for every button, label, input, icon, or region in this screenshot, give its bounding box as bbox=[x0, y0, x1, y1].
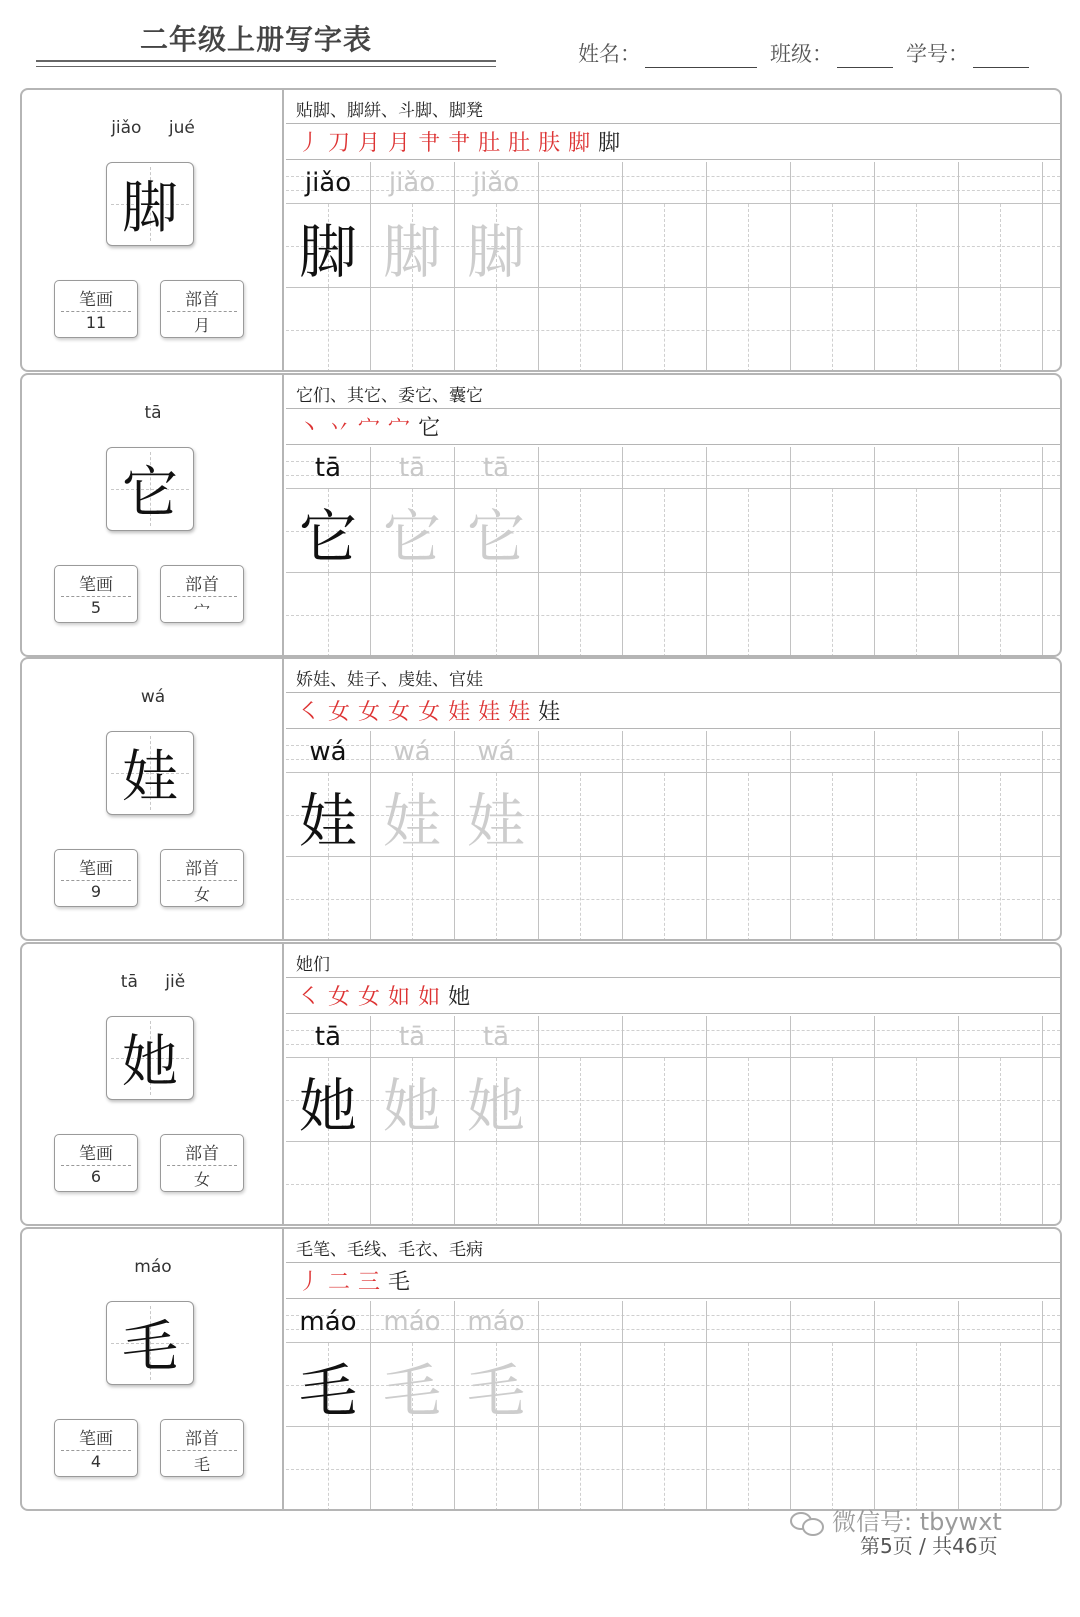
stroke-count-box bbox=[54, 280, 138, 338]
character-trace: 它 bbox=[466, 503, 525, 571]
stroke-order bbox=[286, 1263, 1060, 1299]
character-trace: 她 bbox=[382, 1072, 441, 1140]
pinyin-label: wá bbox=[140, 687, 166, 707]
stroke-count-label: 笔画 bbox=[79, 859, 113, 879]
pinyin-model: tā bbox=[314, 1022, 342, 1052]
stroke-order-step: 肤 bbox=[538, 131, 561, 156]
stroke-order-step: 丷 bbox=[328, 416, 351, 441]
name-label: 姓名： bbox=[578, 42, 641, 66]
character-trace: 毛 bbox=[466, 1357, 525, 1425]
practice-grid[interactable] bbox=[286, 447, 1060, 657]
stroke-order-step: 娃 bbox=[538, 700, 561, 725]
character-trace: 娃 bbox=[466, 787, 525, 855]
character-glyph: 脚 bbox=[122, 176, 178, 241]
stroke-count-value: 4 bbox=[90, 1452, 102, 1471]
stroke-order-step: 它 bbox=[418, 416, 441, 441]
stroke-count-value: 6 bbox=[90, 1167, 102, 1186]
title-underline bbox=[36, 60, 496, 62]
stroke-order-step: 肚 bbox=[508, 131, 531, 156]
wechat-id: 微信号: tbywxt bbox=[832, 1508, 1002, 1536]
pinyin-trace: wá bbox=[393, 737, 431, 767]
stroke-order-step: 丿 bbox=[298, 131, 321, 156]
character-card bbox=[20, 88, 1062, 372]
practice-panel bbox=[286, 944, 1060, 1224]
stroke-order-step: 女 bbox=[358, 985, 381, 1010]
radical-label: 部首 bbox=[185, 1144, 219, 1164]
character-box bbox=[106, 447, 194, 531]
radical-label: 部首 bbox=[185, 1429, 219, 1449]
practice-panel bbox=[286, 90, 1060, 370]
stroke-order-step: 女 bbox=[328, 985, 351, 1010]
character-glyph: 娃 bbox=[122, 745, 178, 810]
pinyin-label: jiǎo jué bbox=[111, 118, 195, 138]
pinyin-trace: jiǎo bbox=[388, 168, 436, 198]
radical-value: 月 bbox=[193, 316, 210, 335]
character-box bbox=[106, 1301, 194, 1385]
student-id-label: 学号： bbox=[906, 42, 969, 66]
class-label: 班级： bbox=[770, 42, 833, 66]
student-id-field[interactable] bbox=[906, 38, 1029, 68]
stroke-order-step: 女 bbox=[328, 700, 351, 725]
radical-box bbox=[160, 280, 244, 338]
stroke-order-step: 丶 bbox=[298, 416, 321, 441]
character-info-panel bbox=[22, 659, 284, 939]
stroke-order-step: 脚 bbox=[568, 131, 591, 156]
pinyin-model: jiǎo bbox=[304, 168, 352, 198]
character-card bbox=[20, 942, 1062, 1226]
example-words: 她们 bbox=[286, 944, 1060, 978]
stroke-order bbox=[286, 409, 1060, 445]
radical-value: 女 bbox=[193, 885, 210, 904]
stroke-count-label: 笔画 bbox=[79, 290, 113, 310]
practice-panel bbox=[286, 1229, 1060, 1509]
name-field[interactable] bbox=[578, 38, 757, 68]
stroke-order-step: 女 bbox=[358, 700, 381, 725]
character-card bbox=[20, 657, 1062, 941]
stroke-count-value: 11 bbox=[85, 313, 107, 332]
character-card bbox=[20, 373, 1062, 657]
pinyin-model: wá bbox=[309, 737, 347, 767]
radical-label: 部首 bbox=[185, 575, 219, 595]
radical-value: 毛 bbox=[193, 1455, 210, 1474]
stroke-order-step: 如 bbox=[418, 985, 441, 1010]
example-words: 贴脚、脚絣、斗脚、脚凳 bbox=[286, 90, 1060, 124]
example-words: 毛笔、毛线、毛衣、毛病 bbox=[286, 1229, 1060, 1263]
stroke-count-label: 笔画 bbox=[79, 1144, 113, 1164]
stroke-order-step: 娃 bbox=[478, 700, 501, 725]
pinyin-model: tā bbox=[314, 453, 342, 483]
pinyin-trace: wá bbox=[477, 737, 515, 767]
practice-grid[interactable] bbox=[286, 731, 1060, 941]
character-trace: 娃 bbox=[382, 787, 441, 855]
stroke-order-step: 女 bbox=[418, 700, 441, 725]
stroke-order-step: 娃 bbox=[508, 700, 531, 725]
stroke-order-step: 如 bbox=[388, 985, 411, 1010]
stroke-count-value: 5 bbox=[90, 598, 102, 617]
pinyin-label: tā bbox=[144, 403, 162, 423]
character-box bbox=[106, 162, 194, 246]
character-model: 毛 bbox=[298, 1357, 357, 1425]
pinyin-trace: máo bbox=[467, 1307, 525, 1337]
example-words: 娇娃、娃子、虔娃、官娃 bbox=[286, 659, 1060, 693]
pinyin-trace: tā bbox=[398, 1022, 426, 1052]
character-info-panel bbox=[22, 90, 284, 370]
stroke-order-step: 肀 bbox=[418, 131, 441, 156]
character-box bbox=[106, 731, 194, 815]
example-words: 它们、其它、委它、囊它 bbox=[286, 375, 1060, 409]
character-info-panel bbox=[22, 1229, 284, 1509]
stroke-count-box bbox=[54, 1419, 138, 1477]
practice-grid[interactable] bbox=[286, 1301, 1060, 1511]
stroke-order bbox=[286, 978, 1060, 1014]
radical-value: 宀 bbox=[193, 601, 210, 620]
radical-value: 女 bbox=[193, 1170, 210, 1189]
stroke-order-step: 肀 bbox=[448, 131, 471, 156]
character-trace: 它 bbox=[382, 503, 441, 571]
pinyin-label: tā jiě bbox=[120, 972, 186, 992]
page-title: 二年级上册写字表 bbox=[140, 23, 373, 56]
stroke-order-step: 刀 bbox=[328, 131, 351, 156]
stroke-count-label: 笔画 bbox=[79, 575, 113, 595]
pinyin-trace: tā bbox=[482, 1022, 510, 1052]
stroke-order bbox=[286, 124, 1060, 160]
stroke-order-step: 月 bbox=[358, 131, 381, 156]
stroke-order-step: 二 bbox=[328, 1270, 351, 1295]
radical-box bbox=[160, 1134, 244, 1192]
practice-panel bbox=[286, 659, 1060, 939]
practice-panel bbox=[286, 375, 1060, 655]
stroke-count-box bbox=[54, 565, 138, 623]
stroke-order-step: ㇛ bbox=[298, 700, 321, 725]
character-model: 她 bbox=[298, 1072, 357, 1140]
stroke-order-step: 女 bbox=[388, 700, 411, 725]
character-glyph: 它 bbox=[122, 461, 178, 526]
page-number: 第5页 / 共46页 bbox=[860, 1534, 998, 1558]
pinyin-trace: jiǎo bbox=[472, 168, 520, 198]
stroke-order-step: 月 bbox=[388, 131, 411, 156]
stroke-order-step: 宀 bbox=[388, 416, 411, 441]
pinyin-trace: máo bbox=[383, 1307, 441, 1337]
pinyin-trace: tā bbox=[398, 453, 426, 483]
stroke-order-step: 丿 bbox=[298, 1270, 321, 1295]
stroke-order-step: 毛 bbox=[388, 1270, 411, 1295]
pinyin-trace: tā bbox=[482, 453, 510, 483]
stroke-order-step: 她 bbox=[448, 985, 471, 1010]
character-trace: 毛 bbox=[382, 1357, 441, 1425]
stroke-count-box bbox=[54, 1134, 138, 1192]
stroke-order-step: 娃 bbox=[448, 700, 471, 725]
stroke-order-step: ㇛ bbox=[298, 985, 321, 1010]
character-model: 娃 bbox=[298, 787, 357, 855]
class-field[interactable] bbox=[770, 38, 893, 68]
stroke-order-step: 三 bbox=[358, 1270, 381, 1295]
practice-grid[interactable] bbox=[286, 162, 1060, 372]
radical-box bbox=[160, 565, 244, 623]
wechat-icon bbox=[790, 1510, 826, 1536]
stroke-count-label: 笔画 bbox=[79, 1429, 113, 1449]
character-trace: 脚 bbox=[466, 218, 525, 286]
radical-label: 部首 bbox=[185, 290, 219, 310]
character-trace: 脚 bbox=[382, 218, 441, 286]
character-model: 脚 bbox=[298, 218, 357, 286]
stroke-order-step: 肚 bbox=[478, 131, 501, 156]
character-info-panel bbox=[22, 944, 284, 1224]
radical-box bbox=[160, 1419, 244, 1477]
pinyin-model: máo bbox=[299, 1307, 357, 1337]
radical-box bbox=[160, 849, 244, 907]
pinyin-label: máo bbox=[134, 1257, 172, 1277]
stroke-count-box bbox=[54, 849, 138, 907]
character-box bbox=[106, 1016, 194, 1100]
stroke-order-step: 宀 bbox=[358, 416, 381, 441]
title-underline-thin bbox=[36, 66, 496, 67]
character-glyph: 她 bbox=[122, 1030, 178, 1095]
character-model: 它 bbox=[298, 503, 357, 571]
character-glyph: 毛 bbox=[122, 1315, 178, 1380]
character-info-panel bbox=[22, 375, 284, 655]
character-trace: 她 bbox=[466, 1072, 525, 1140]
stroke-order bbox=[286, 693, 1060, 729]
radical-label: 部首 bbox=[185, 859, 219, 879]
stroke-order-step: 脚 bbox=[598, 131, 621, 156]
practice-grid[interactable] bbox=[286, 1016, 1060, 1226]
character-card bbox=[20, 1227, 1062, 1511]
stroke-count-value: 9 bbox=[90, 882, 102, 901]
